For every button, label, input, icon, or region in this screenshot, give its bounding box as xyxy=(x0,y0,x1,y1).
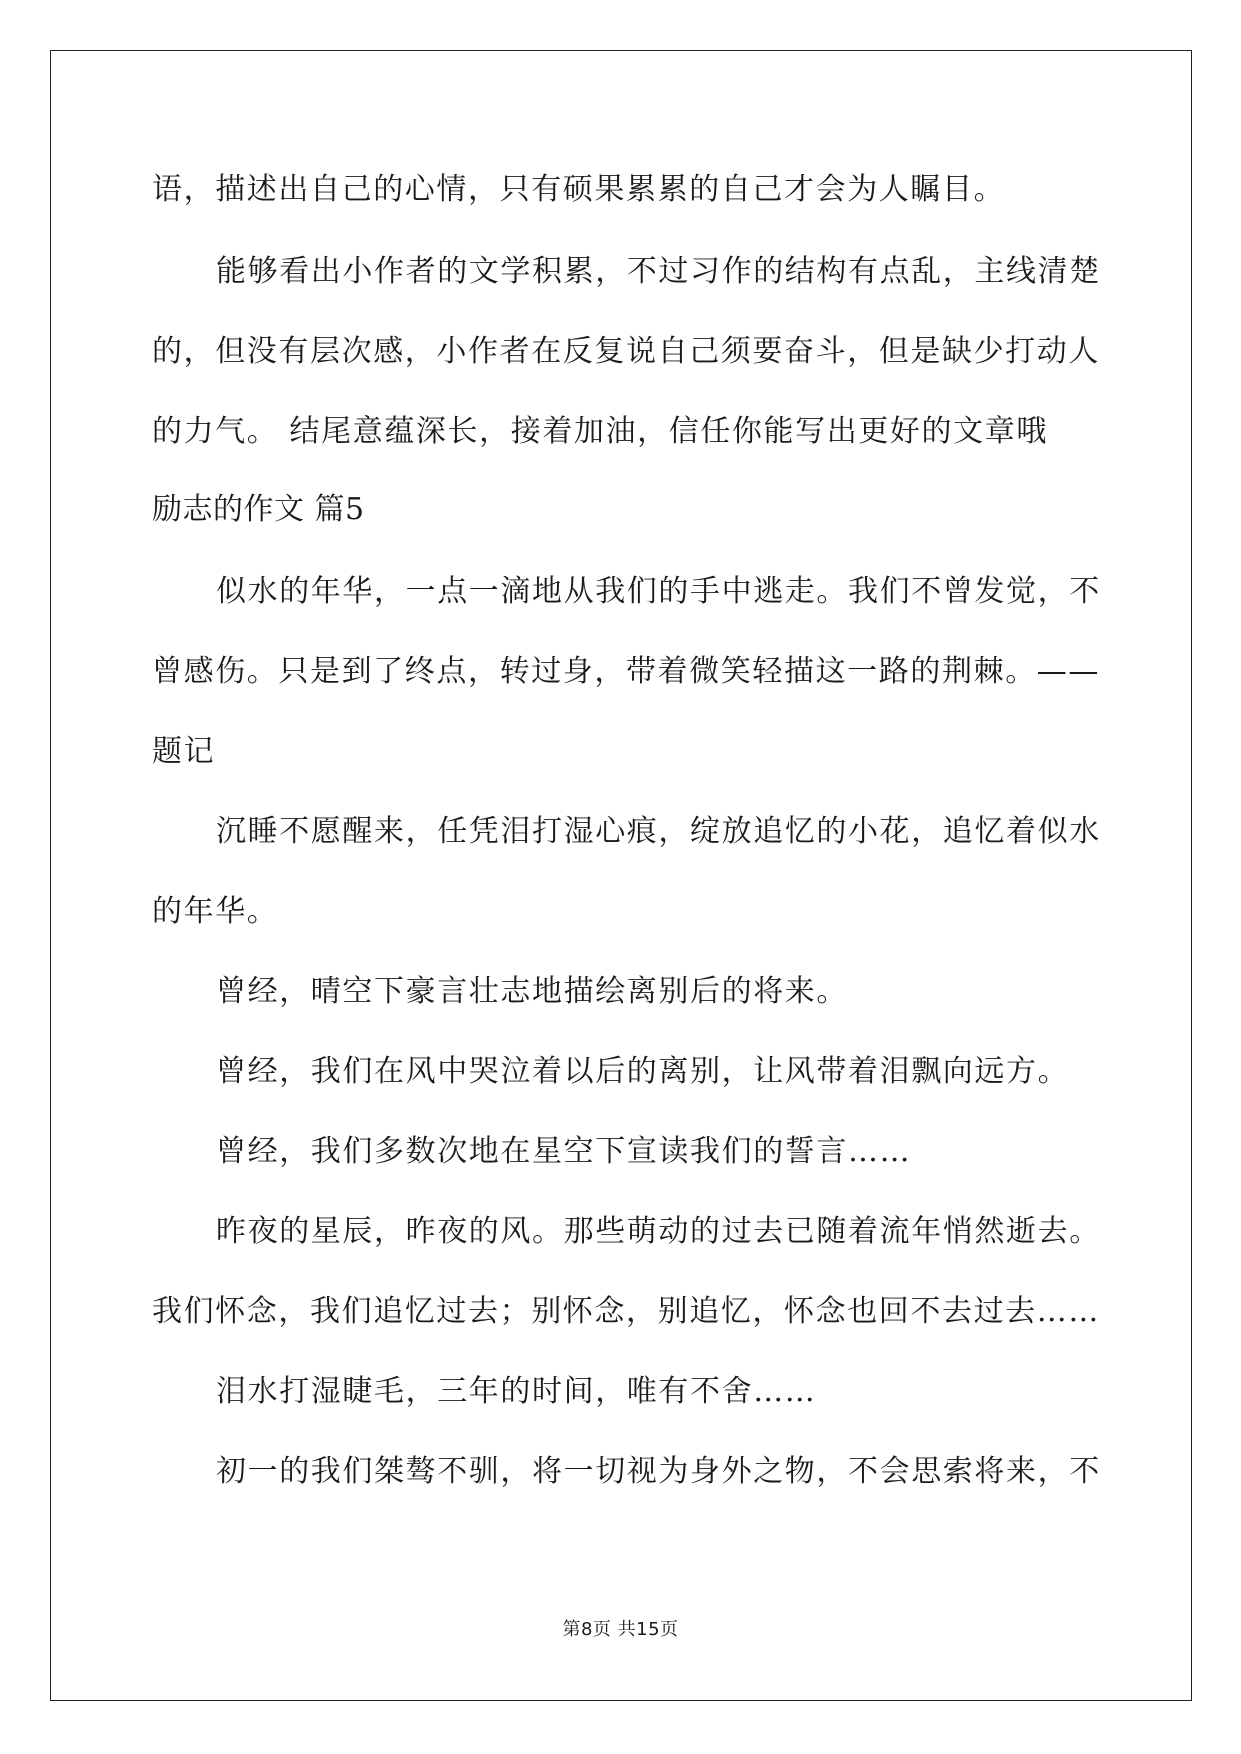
footer-middle: 页 共 xyxy=(592,1619,637,1640)
paragraph-line: 泪水打湿睫毛，三年的时间，唯有不舍…… xyxy=(216,1374,817,1409)
text-line: 曾感伤。只是到了终点，转过身，带着微笑轻描这一路的荆棘。—— xyxy=(152,654,1100,689)
total-page-number: 15 xyxy=(636,1619,661,1640)
footer-suffix: 页 xyxy=(660,1619,679,1640)
paragraph-line: 曾经，我们在风中哭泣着以后的离别，让风带着泪飘向远方。 xyxy=(216,1054,1070,1089)
paragraph-line: 沉睡不愿醒来，任凭泪打湿心痕，绽放追忆的小花，追忆着似水 xyxy=(216,814,1101,849)
text-line: 的，但没有层次感，小作者在反复说自己须要奋斗，但是缺少打动人 xyxy=(152,334,1100,369)
text-line: 的力气。 结尾意蕴深长，接着加油，信任你能写出更好的文章哦 xyxy=(152,414,1048,449)
text-line: 的年华。 xyxy=(152,894,279,929)
text-line: 题记 xyxy=(152,734,216,769)
paragraph-line: 昨夜的星辰，昨夜的风。那些萌动的过去已随着流年悄然逝去。 xyxy=(216,1214,1101,1249)
paragraph-line: 似水的年华，一点一滴地从我们的手中逃走。我们不曾发觉，不 xyxy=(216,574,1101,609)
section-heading: 励志的作文 篇5 xyxy=(152,492,365,527)
paragraph-line: 初一的我们桀骜不驯，将一切视为身外之物，不会思索将来，不 xyxy=(216,1454,1101,1489)
text-line: 我们怀念，我们追忆过去；别怀念，别追忆，怀念也回不去过去…… xyxy=(152,1294,1100,1329)
paragraph-line: 曾经，晴空下豪言壮志地描绘离别后的将来。 xyxy=(216,974,848,1009)
page-footer xyxy=(0,1618,1241,1642)
text-line: 语，描述出自己的心情，只有硕果累累的自己才会为人瞩目。 xyxy=(152,172,1006,207)
current-page-number: 8 xyxy=(580,1619,593,1640)
footer-prefix: 第 xyxy=(562,1619,581,1640)
paragraph-line: 能够看出小作者的文学积累，不过习作的结构有点乱，主线清楚 xyxy=(216,254,1101,289)
paragraph-line: 曾经，我们多数次地在星空下宣读我们的誓言…… xyxy=(216,1134,912,1169)
